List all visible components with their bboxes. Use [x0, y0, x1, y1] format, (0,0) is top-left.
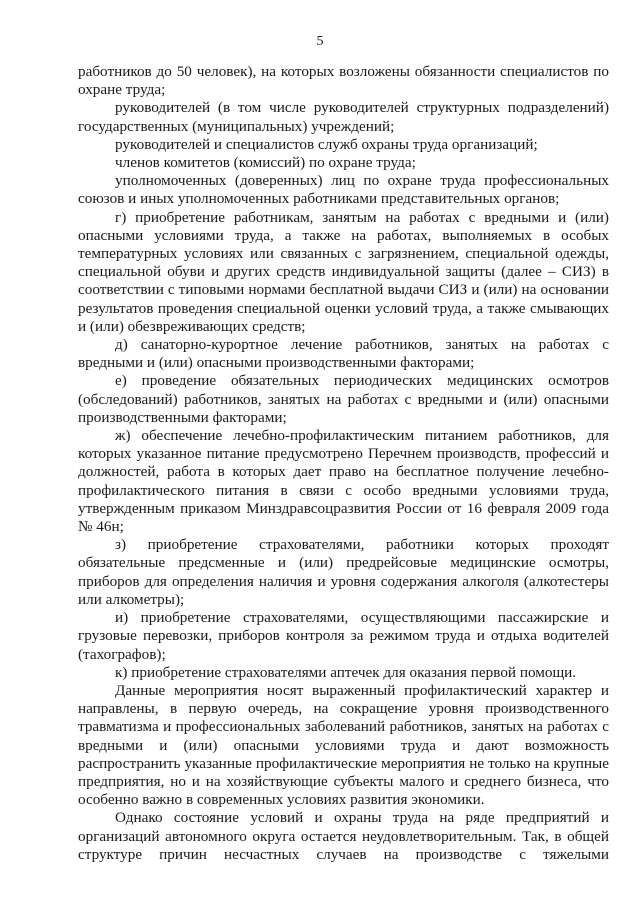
list-item-authorized-persons: уполномоченных (доверенных) лиц по охране труда профессиональных союзов и иных уполномоченных работниками представительных органов;: [78, 172, 609, 208]
list-item-heads-of-institutions: руководителей (в том числе руководителей структурных подразделений) государственных (муниципальных) учреждений;: [78, 99, 609, 135]
list-item-k-first-aid: к) приобретение страхователями аптечек для оказания первой помощи.: [115, 663, 577, 681]
document-body: [78, 63, 609, 864]
list-item-d-sanatorium: д) санаторно-курортное лечение работников, занятых на работах с вредными и (или) опасными производственными факторами;: [78, 336, 609, 372]
page-number: 5: [316, 34, 324, 49]
paragraph-measures-summary: Данные мероприятия носят выраженный профилактический характер и направлены, в первую очередь, на сокращение уровня производственного травматизма и профессиональных заболеваний работников, занятых на работах с вредными и (или) опасными условиями труда и дают возможность распространить указанные профилактические мероприятия не только на крупные предприятия, но и на хозяйствующие субъекты малого и среднего бизнеса, что особенно важно в современных условиях развития экономики.: [78, 681, 609, 809]
paragraph-conditions: Однако состояние условий и охраны труда на ряде предприятий и организаций автономного округа остается неудовлетворительным. Так, в общей структуре причин несчастных случаев на производстве с тяжелыми: [78, 809, 609, 863]
list-item-committee-members: членов комитетов (комиссий) по охране труда;: [115, 154, 416, 172]
list-item-zh-nutrition: ж) обеспечение лечебно-профилактическим питанием работников, для которых указанное питание предусмотрено Перечнем производств, профессий и должностей, работа в которых дает право на бесплатное получение лечебно-профилактического питания в связи с особо вредными условиями труда, утвержденным приказом Минздравсоцразвития России от 16 февраля 2009 года № 46н;: [78, 427, 609, 536]
list-item-g-ppe: г) приобретение работникам, занятым на работах с вредными и (или) опасными условиями труда, а также на работах, выполняемых в особых температурных условиях или связанных с загрязнением, специальной одежды, специальной обуви и других средств индивидуальной защиты (далее – СИЗ) в соответствии с типовыми нормами бесплатной выдачи СИЗ и (или) на основании результатов проведения специальной оценки условий труда, а также смывающих и (или) обезвреживающих средств;: [78, 208, 609, 335]
list-item-heads-safety-services: руководителей и специалистов служб охраны труда организаций;: [115, 135, 538, 153]
list-item-e-medical-exams: е) проведение обязательных периодических медицинских осмотров (обследований) работников, занятых на работах с вредными и (или) опасными производственными факторами;: [78, 372, 609, 426]
paragraph-continuation: работников до 50 человек), на которых возложены обязанности специалистов по охране труда;: [78, 63, 609, 99]
list-item-i-tachographs: и) приобретение страхователями, осуществляющими пассажирские и грузовые перевозки, приборов контроля за режимом труда и отдыха водителей (тахографов);: [78, 609, 609, 663]
list-item-z-alcotesters: з) приобретение страхователями, работники которых проходят обязательные предсменные и (или) предрейсовые медицинские осмотры, приборов для определения наличия и уровня содержания алкоголя (алкотестеры или алкометры);: [78, 536, 609, 608]
